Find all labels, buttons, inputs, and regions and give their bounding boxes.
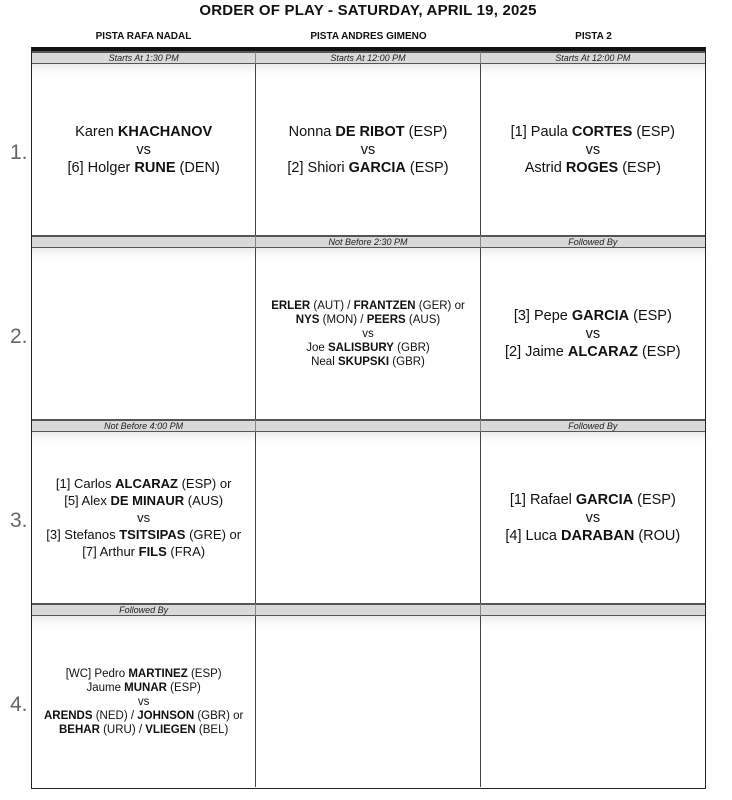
player-surname: ROGES [565, 159, 619, 176]
match-cell [481, 432, 705, 603]
player-text: (ESP) [187, 667, 222, 680]
player-text: vs [137, 510, 151, 525]
player-surname: GARCIA [571, 307, 630, 324]
player-line [32, 475, 255, 492]
player-text: (DEN) [175, 159, 220, 176]
player-text: [7] Arthur [82, 544, 139, 559]
versus-label [481, 141, 705, 159]
player-text: (AUS) [405, 313, 441, 326]
player-text: [1] Carlos [55, 476, 116, 491]
player-text: vs [360, 141, 376, 158]
player-text: (ESP) [632, 123, 676, 140]
court-headers [31, 31, 706, 45]
player-surname: MUNAR [124, 681, 167, 694]
round-1-time-band [32, 51, 705, 64]
match-cell [256, 616, 480, 787]
match-cell [32, 616, 256, 787]
start-time-label [481, 603, 705, 616]
match-cell [481, 64, 705, 235]
player-text: (ROU) [634, 527, 681, 544]
round-3-time-band [32, 419, 705, 432]
player-text: (GBR) or [194, 709, 244, 722]
player-surname: ALCARAZ [567, 343, 638, 360]
player-text: (ESP) or [177, 476, 232, 491]
page-title: ORDER OF PLAY - SATURDAY, APRIL 19, 2025 [199, 2, 537, 19]
player-line [481, 307, 705, 325]
player-text: (MON) / [319, 313, 367, 326]
match-cell [256, 432, 480, 603]
player-text: Astrid [524, 159, 566, 176]
player-text: [WC] Pedro [65, 667, 129, 680]
versus-label [32, 695, 255, 709]
player-text: [2] Jaime [505, 343, 568, 360]
round-1-row [32, 64, 705, 235]
player-text: (ESP) [637, 343, 681, 360]
player-surname: CORTES [571, 123, 633, 140]
player-text: (ESP) [405, 159, 449, 176]
start-time-label: Not Before 4:00 PM [32, 419, 256, 432]
player-surname: DE RIBOT [335, 123, 405, 140]
player-surname: FILS [138, 544, 167, 559]
player-text: vs [137, 695, 150, 708]
player-text: Nonna [288, 123, 336, 140]
player-line [481, 159, 705, 177]
player-text: vs [362, 327, 374, 340]
player-surname: DARABAN [561, 527, 635, 544]
player-line [32, 667, 255, 681]
player-text: [3] Stefanos [46, 527, 120, 542]
round-number: 1. [10, 141, 28, 164]
round-2-time-band [32, 235, 705, 248]
start-time-label: Starts At 12:00 PM [481, 51, 705, 64]
player-line [32, 159, 255, 177]
round-4-row [32, 616, 705, 787]
court-header-1: PISTA RAFA NADAL [95, 31, 192, 42]
player-line [32, 492, 255, 509]
player-line [32, 723, 255, 737]
versus-label [32, 141, 255, 159]
player-text: (AUS) [184, 493, 224, 508]
player-text: [4] Luca [505, 527, 562, 544]
versus-label [481, 509, 705, 527]
start-time-label: Starts At 12:00 PM [256, 51, 480, 64]
player-text: (URU) / [99, 723, 146, 736]
player-surname: GARCIA [575, 491, 634, 508]
match-cell [256, 248, 480, 419]
court-header-3: PISTA 2 [575, 31, 612, 42]
player-text: (BEL) [195, 723, 229, 736]
player-text: [1] Rafael [509, 491, 576, 508]
player-text: Jaume [86, 681, 125, 694]
round-number: 3. [10, 509, 28, 532]
player-surname: MARTINEZ [128, 667, 188, 680]
start-time-label: Not Before 2:30 PM [256, 235, 480, 248]
player-text: (GBR) [389, 355, 425, 368]
match-cell [32, 432, 256, 603]
player-line [256, 159, 479, 177]
player-text: (GBR) [393, 341, 430, 354]
versus-label [32, 509, 255, 526]
player-text: Karen [75, 123, 118, 140]
player-text: vs [136, 141, 151, 158]
player-surname: ALCARAZ [115, 476, 178, 491]
court-header-2: PISTA ANDRES GIMENO [310, 31, 427, 42]
player-surname: KHACHANOV [117, 123, 213, 140]
player-text: vs [585, 509, 601, 526]
player-text: [1] Paula [510, 123, 572, 140]
match-cell [481, 616, 705, 787]
player-surname: ARENDS [43, 709, 93, 722]
player-text: [3] Pepe [513, 307, 572, 324]
player-surname: SKUPSKI [337, 355, 390, 368]
player-text: [6] Holger [67, 159, 135, 176]
start-time-label: Followed By [481, 419, 705, 432]
player-line [481, 123, 705, 141]
start-time-label: Followed By [481, 235, 705, 248]
match-cell [256, 64, 480, 235]
start-time-label: Followed By [32, 603, 256, 616]
versus-label [481, 325, 705, 343]
player-text: Joe [306, 341, 328, 354]
match-cell [32, 64, 256, 235]
round-2-row [32, 248, 705, 419]
player-line [256, 123, 479, 141]
player-line [32, 526, 255, 543]
player-line [32, 543, 255, 560]
schedule-grid [31, 47, 706, 789]
player-surname: PEERS [366, 313, 406, 326]
player-line [481, 343, 705, 361]
player-text: (ESP) [166, 681, 201, 694]
start-time-label: Starts At 1:30 PM [32, 51, 256, 64]
player-surname: RUNE [134, 159, 176, 176]
player-surname: TSITSIPAS [119, 527, 186, 542]
player-surname: ERLER [271, 299, 311, 312]
player-surname: GARCIA [348, 159, 406, 176]
player-line [256, 341, 479, 355]
player-text: (AUT) / [310, 299, 354, 312]
start-time-label [256, 603, 480, 616]
player-line [256, 299, 479, 313]
player-line [32, 709, 255, 723]
player-surname: NYS [295, 313, 320, 326]
player-line [32, 681, 255, 695]
player-text: Neal [311, 355, 338, 368]
round-4-time-band [32, 603, 705, 616]
match-cell [481, 248, 705, 419]
start-time-label [32, 235, 256, 248]
match-cell [32, 248, 256, 419]
round-number: 4. [10, 693, 28, 716]
player-line [481, 527, 705, 545]
player-surname: FRANTZEN [353, 299, 416, 312]
player-line [256, 313, 479, 327]
start-time-label [256, 419, 480, 432]
player-line [32, 123, 255, 141]
player-text: (ESP) [404, 123, 448, 140]
player-surname: DE MINAUR [110, 493, 185, 508]
player-text: [2] Shiori [287, 159, 349, 176]
player-text: vs [585, 325, 601, 342]
round-3-row [32, 432, 705, 603]
player-text: (GRE) or [185, 527, 242, 542]
versus-label [256, 141, 479, 159]
player-text: (NED) / [92, 709, 138, 722]
round-number: 2. [10, 325, 28, 348]
player-surname: SALISBURY [327, 341, 394, 354]
player-surname: VLIEGEN [145, 723, 196, 736]
player-surname: JOHNSON [137, 709, 195, 722]
player-line [256, 355, 479, 369]
versus-label [256, 327, 479, 341]
player-surname: BEHAR [59, 723, 100, 736]
player-text: (ESP) [629, 307, 672, 324]
player-line [481, 491, 705, 509]
player-text: [5] Alex [64, 493, 111, 508]
player-text: (ESP) [633, 491, 676, 508]
player-text: (GER) or [415, 299, 465, 312]
player-text: (FRA) [166, 544, 206, 559]
player-text: vs [585, 141, 601, 158]
player-text: (ESP) [618, 159, 661, 176]
